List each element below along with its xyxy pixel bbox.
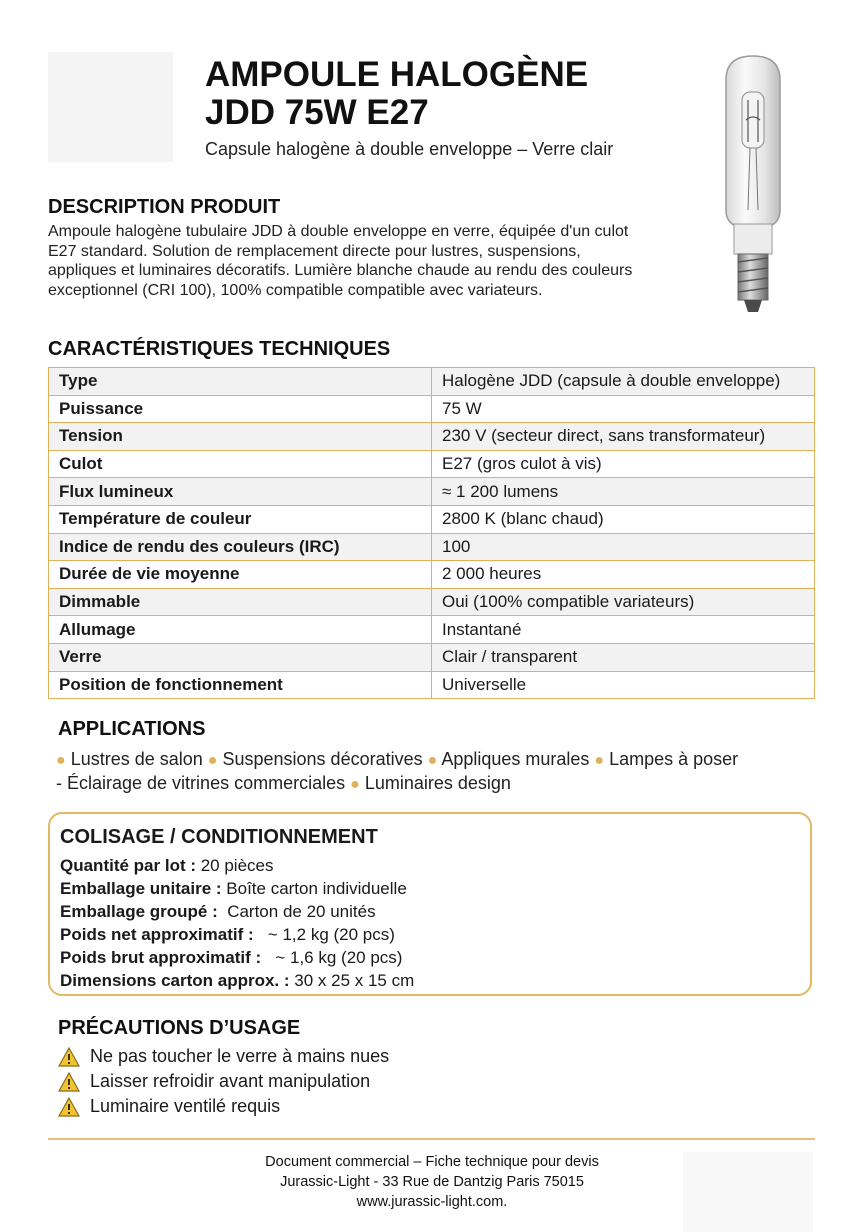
spec-key: Verre (49, 643, 432, 671)
packaging-label: Emballage unitaire : (60, 879, 222, 898)
packaging-value: 20 pièces (196, 856, 274, 875)
warning-triangle-icon (58, 1047, 80, 1067)
packaging-label: Poids brut approximatif : (60, 948, 262, 967)
spec-value: 100 (432, 533, 815, 561)
list-item: Suspensions décoratives (222, 749, 423, 769)
spec-key: Durée de vie moyenne (49, 561, 432, 589)
list-item: Luminaires design (364, 773, 511, 793)
packaging-row (60, 854, 414, 877)
spec-value: 2 000 heures (432, 561, 815, 589)
specs-table (48, 367, 815, 699)
packaging-box (48, 812, 812, 996)
packaging-details (60, 854, 414, 992)
packaging-value: ~ 1,6 kg (20 pcs) (261, 948, 403, 967)
table-row (49, 450, 815, 478)
spec-value: Universelle (432, 671, 815, 699)
spec-value: ≈ 1 200 lumens (432, 478, 815, 506)
spec-key: Position de fonctionnement (49, 671, 432, 699)
packaging-value: Boîte carton individuelle (221, 879, 407, 898)
table-row (49, 561, 815, 589)
table-row (49, 643, 815, 671)
table-row (49, 395, 815, 423)
table-row (49, 588, 815, 616)
dot-icon: ● (207, 752, 218, 769)
page-title: AMPOULE HALOGÈNE JDD 75W E27 (205, 55, 589, 132)
packaging-value: ~ 1,2 kg (20 pcs) (253, 925, 395, 944)
footer-website-link[interactable]: www.jurassic-light.com. (356, 1194, 508, 1210)
warning-triangle-icon (58, 1072, 80, 1092)
applications-line-1 (56, 748, 776, 772)
dot-icon: ● (56, 752, 66, 769)
spec-value: Oui (100% compatible variateurs) (432, 588, 815, 616)
packaging-row (60, 969, 414, 992)
footer-divider (48, 1138, 815, 1140)
halogen-bulb-image (698, 50, 808, 320)
packaging-value: Carton de 20 unités (217, 902, 376, 921)
spec-value: 2800 K (blanc chaud) (432, 505, 815, 533)
packaging-label: Emballage groupé : (60, 902, 218, 921)
spec-key: Température de couleur (49, 505, 432, 533)
logo-placeholder (48, 52, 173, 162)
spec-key: Dimmable (49, 588, 432, 616)
applications-list (56, 748, 776, 796)
footer (0, 1152, 864, 1212)
dot-icon: ● (350, 776, 360, 793)
description-text: Ampoule halogène tubulaire JDD à double enveloppe en verre, équipée d'un culot E27 standard. Solution de remplacement directe pour lustres, suspensions, appliques et luminaires décoratifs. Lumière blanche chaude au rendu des couleurs exceptionnel (CRI 100), 100% compatible compatible avec variateurs. (48, 223, 633, 299)
list-item: Appliques murales (441, 749, 590, 769)
spec-value: 230 V (secteur direct, sans transformateur) (432, 423, 815, 451)
precautions-heading: PRÉCAUTIONS D’USAGE (58, 1017, 301, 1039)
table-row (49, 671, 815, 699)
dot-icon: ● (594, 752, 605, 769)
page-subtitle: Capsule halogène à double enveloppe – Verre clair (205, 139, 614, 159)
table-row (49, 616, 815, 644)
footer-line-1: Document commercial – Fiche technique pour devis (265, 1154, 599, 1170)
table-row (49, 533, 815, 561)
list-item (58, 1044, 389, 1069)
spec-value: Instantané (432, 616, 815, 644)
packaging-row (60, 877, 414, 900)
precautions-list (58, 1044, 389, 1119)
list-item: Lampes à poser (609, 749, 739, 769)
spec-key: Culot (49, 450, 432, 478)
packaging-label: Poids net approximatif : (60, 925, 254, 944)
packaging-value: 30 x 25 x 15 cm (289, 971, 415, 990)
spec-key: Flux lumineux (49, 478, 432, 506)
spec-value: E27 (gros culot à vis) (432, 450, 815, 478)
spec-value: Halogène JDD (capsule à double enveloppe) (432, 368, 815, 396)
list-item: Lustres de salon (70, 749, 203, 769)
spec-key: Puissance (49, 395, 432, 423)
list-item: - Éclairage de vitrines commerciales (56, 773, 346, 793)
packaging-row (60, 923, 414, 946)
packaging-label: Quantité par lot : (60, 856, 196, 875)
spec-key: Type (49, 368, 432, 396)
dot-icon: ● (427, 752, 438, 769)
packaging-row (60, 900, 414, 923)
table-row (49, 505, 815, 533)
packaging-heading: COLISAGE / CONDITIONNEMENT (60, 826, 378, 848)
table-row (49, 423, 815, 451)
precaution-text: Ne pas toucher le verre à mains nues (90, 1046, 390, 1066)
applications-line-2 (56, 772, 776, 796)
precaution-text: Laisser refroidir avant manipulation (90, 1071, 371, 1091)
applications-heading: APPLICATIONS (58, 718, 206, 740)
list-item (58, 1069, 389, 1094)
description-heading: DESCRIPTION PRODUIT (48, 196, 281, 218)
table-row (49, 368, 815, 396)
warning-triangle-icon (58, 1097, 80, 1117)
spec-value: Clair / transparent (432, 643, 815, 671)
list-item (58, 1094, 389, 1119)
packaging-row (60, 946, 414, 969)
specs-heading: CARACTÉRISTIQUES TECHNIQUES (48, 338, 391, 360)
precaution-text: Luminaire ventilé requis (90, 1096, 281, 1116)
spec-key: Tension (49, 423, 432, 451)
footer-line-2: Jurassic-Light - 33 Rue de Dantzig Paris 75015 (280, 1174, 584, 1190)
packaging-label: Dimensions carton approx. : (60, 971, 290, 990)
spec-value: 75 W (432, 395, 815, 423)
spec-key: Indice de rendu des couleurs (IRC) (49, 533, 432, 561)
table-row (49, 478, 815, 506)
spec-key: Allumage (49, 616, 432, 644)
